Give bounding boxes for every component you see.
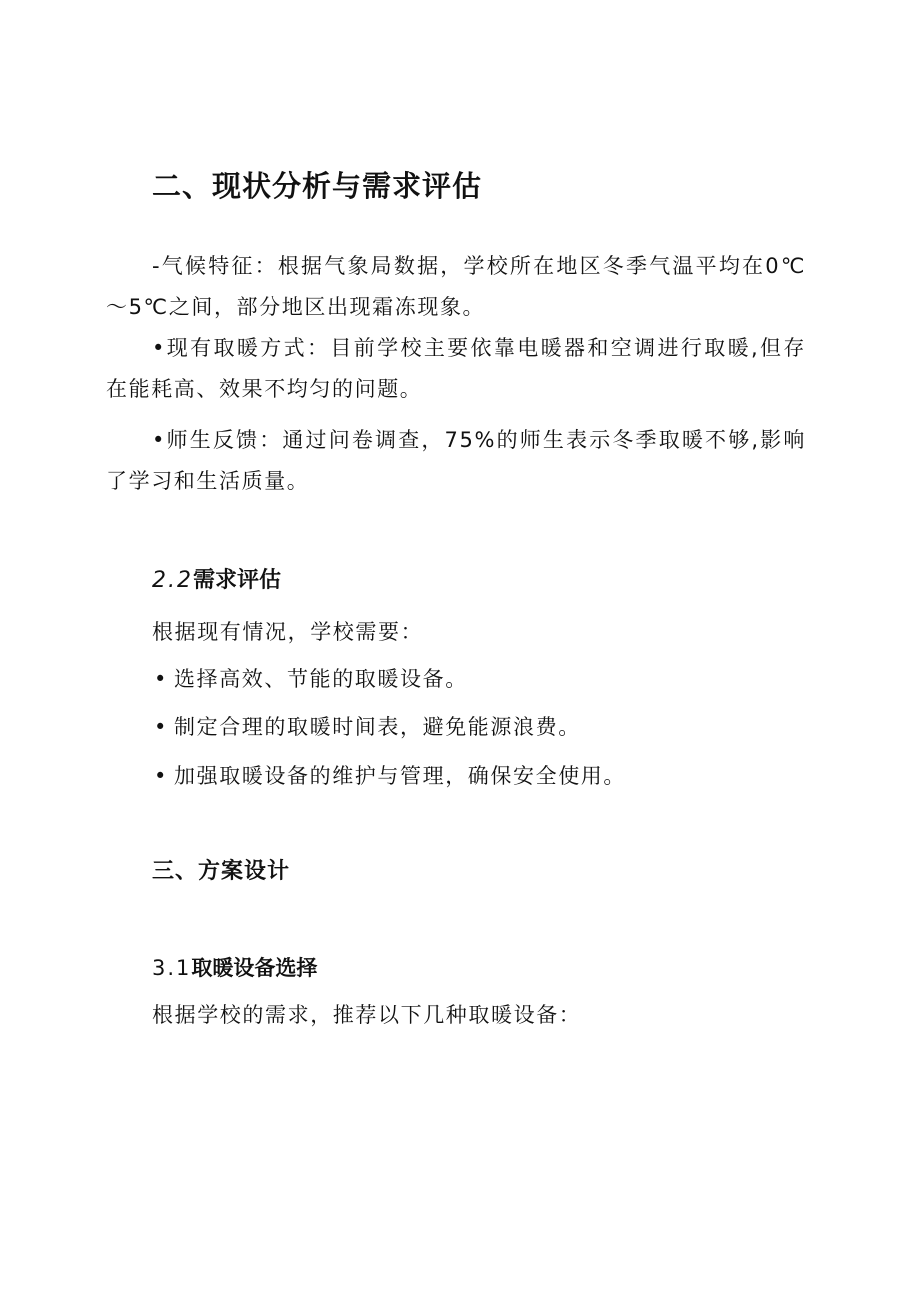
subsection-title: 需求评估 bbox=[193, 568, 282, 593]
section-2-heading: 二、现状分析与需求评估 bbox=[152, 169, 483, 203]
list-item bbox=[154, 664, 468, 694]
list-item-text: 选择高效、节能的取暖设备。 bbox=[174, 667, 468, 691]
bullet-icon: • bbox=[154, 764, 168, 788]
list-item-text: 制定合理的取暖时间表，避免能源浪费。 bbox=[174, 715, 581, 739]
feedback-paragraph: •师生反馈：通过问卷调查，75%的师生表示冬季取暖不够,影响了学习和生活质量。 bbox=[106, 428, 806, 493]
heating-method-paragraph: •现有取暖方式：目前学校主要依靠电暖器和空调进行取暖,但存在能耗高、效果不均匀的问题。 bbox=[106, 336, 806, 401]
list-item-text: 加强取暖设备的维护与管理，确保安全使用。 bbox=[174, 764, 626, 788]
list-item bbox=[154, 761, 626, 791]
equipment-intro: 根据学校的需求，推荐以下几种取暖设备： bbox=[152, 1003, 582, 1027]
bullet-icon: • bbox=[154, 715, 168, 739]
subsection-2-2-heading bbox=[152, 566, 281, 596]
subsection-title: 取暖设备选择 bbox=[191, 956, 318, 980]
needs-intro: 根据现有情况，学校需要： bbox=[152, 620, 424, 644]
subsection-number: 2.2 bbox=[152, 568, 193, 593]
climate-paragraph: -气候特征：根据气象局数据，学校所在地区冬季气温平均在0℃～5℃之间，部分地区出现霜冻现象。 bbox=[106, 254, 806, 319]
list-item bbox=[154, 712, 581, 742]
subsection-3-1-heading bbox=[152, 953, 317, 983]
subsection-number: 3.1 bbox=[152, 956, 192, 980]
section-3-heading: 三、方案设计 bbox=[152, 859, 291, 884]
bullet-icon: • bbox=[154, 667, 168, 691]
